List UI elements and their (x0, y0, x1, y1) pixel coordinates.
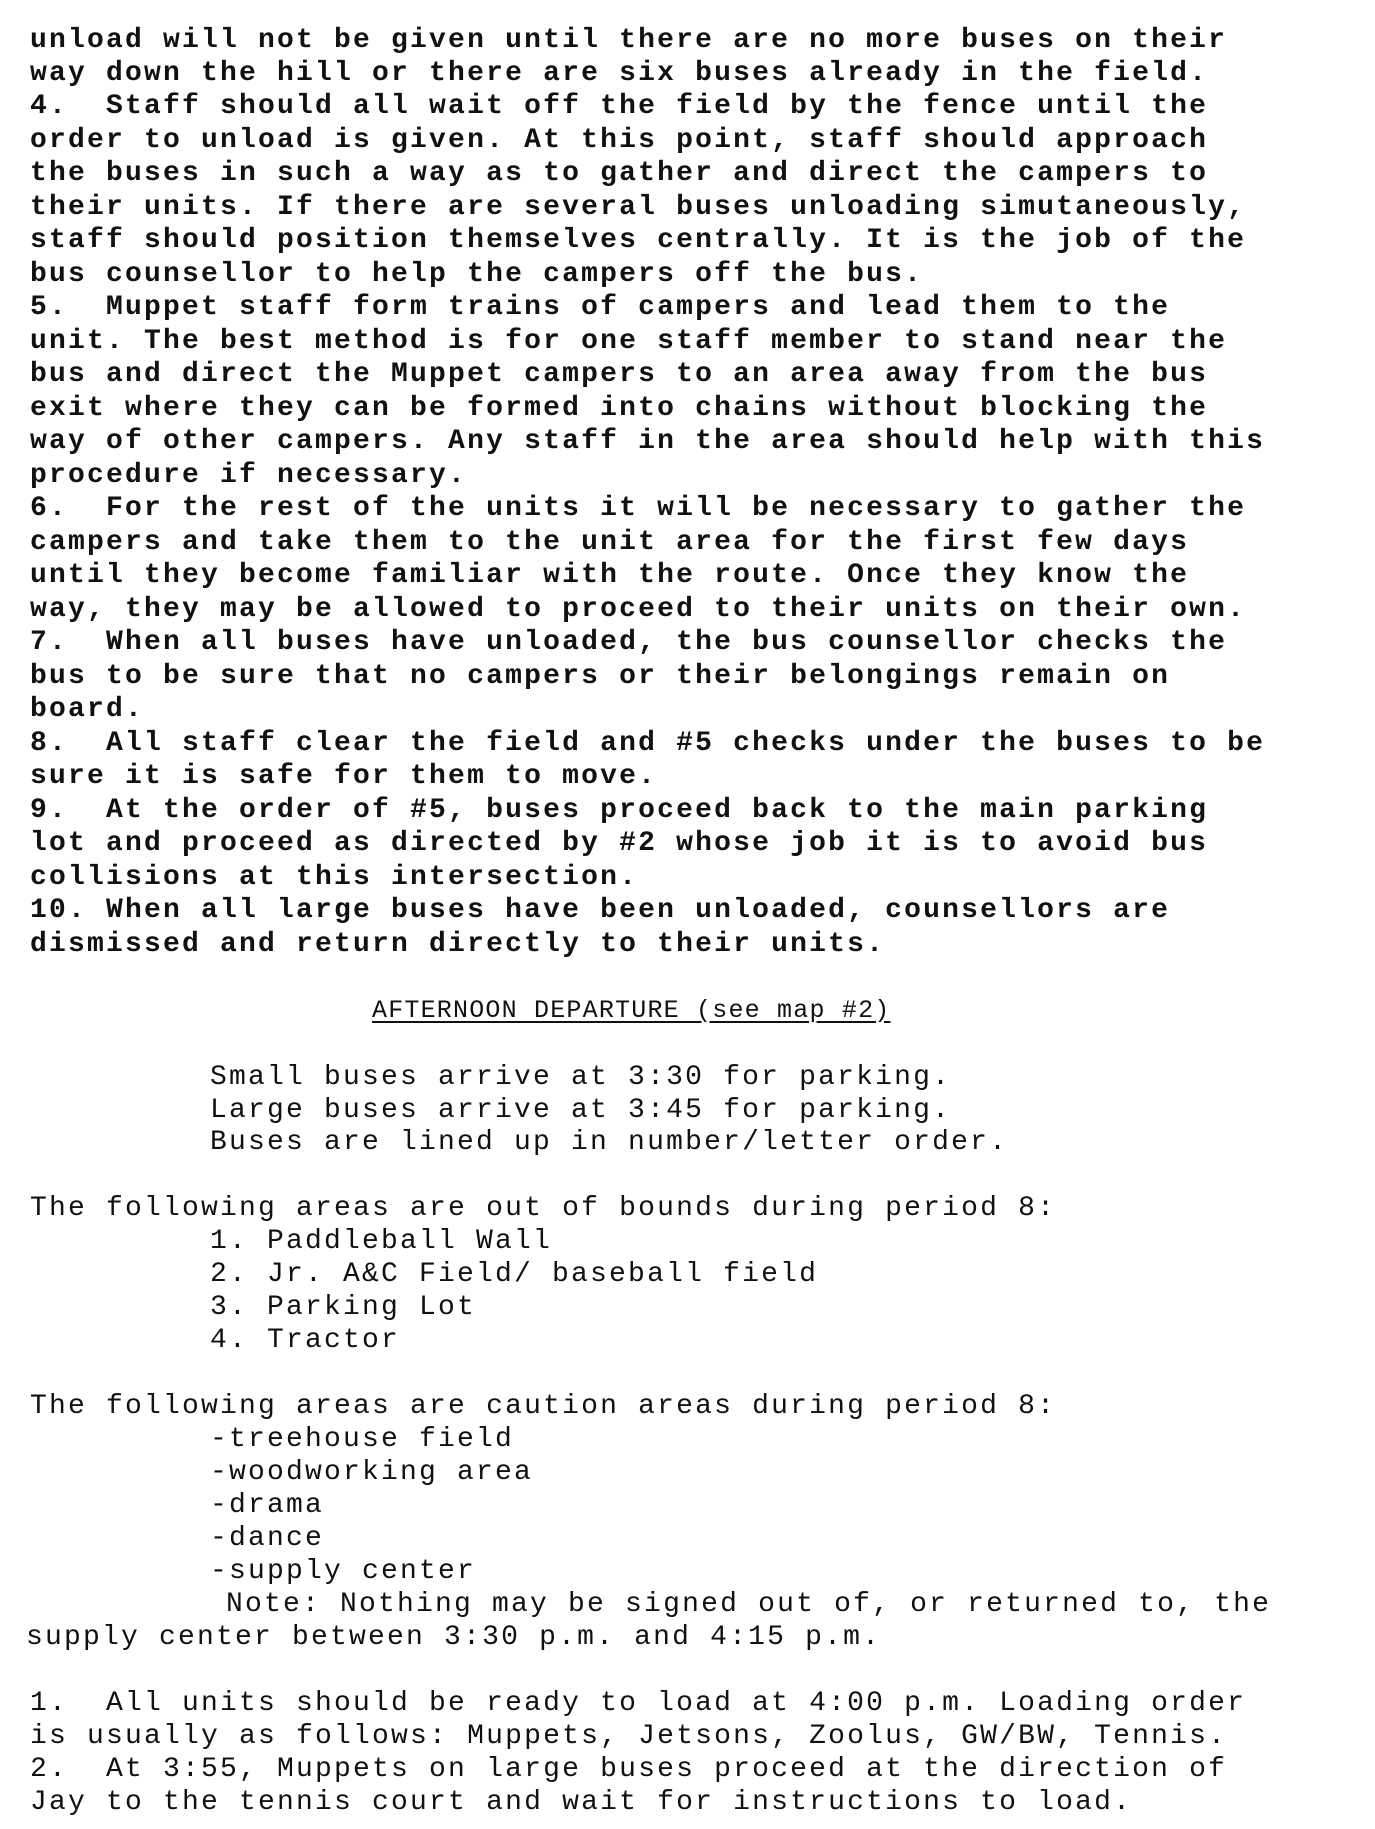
text-line: 7. When all buses have unloaded, the bus counsellor checks the (30, 627, 1228, 658)
supply-center-note: Note: Nothing may be signed out of, or returned to, the (226, 1589, 1272, 1620)
section-heading: AFTERNOON DEPARTURE (see map #2) (372, 996, 891, 1025)
text-line: is usually as follows: Muppets, Jetsons, Zoolus, GW/BW, Tennis. (30, 1721, 1228, 1752)
text-line: dismissed and return directly to their units. (30, 929, 886, 960)
text-line: the buses in such a way as to gather and direct the campers to (30, 158, 1209, 189)
supply-center-note-continued: supply center between 3:30 p.m. and 4:15 p.m. (26, 1622, 882, 1653)
text-line: unit. The best method is for one staff member to stand near the (30, 326, 1228, 357)
text-line: staff should position themselves centrally. It is the job of the (30, 225, 1247, 256)
arrival-line: Buses are lined up in number/letter order. (210, 1127, 1009, 1158)
arrival-line: Small buses arrive at 3:30 for parking. (210, 1062, 952, 1093)
text-line: 2. At 3:55, Muppets on large buses proceed at the direction of (30, 1754, 1228, 1785)
text-line: way, they may be allowed to proceed to their units on their own. (30, 594, 1247, 625)
list-item: -drama (210, 1490, 325, 1521)
list-item: -supply center (210, 1556, 477, 1587)
text-line: until they become familiar with the route. Once they know the (30, 560, 1190, 591)
text-line: 6. For the rest of the units it will be necessary to gather the (30, 493, 1247, 524)
list-item: 3. Parking Lot (210, 1292, 477, 1323)
list-item: -woodworking area (210, 1457, 534, 1488)
out-of-bounds-intro: The following areas are out of bounds during period 8: (30, 1193, 1057, 1224)
text-line: procedure if necessary. (30, 460, 468, 491)
text-line: 10. When all large buses have been unloaded, counsellors are (30, 895, 1171, 926)
text-line: 5. Muppet staff form trains of campers and lead them to the (30, 292, 1171, 323)
text-line: 4. Staff should all wait off the field by the fence until the (30, 91, 1209, 122)
list-item: 1. Paddleball Wall (210, 1226, 553, 1257)
text-line: bus to be sure that no campers or their belongings remain on (30, 661, 1171, 692)
text-line: exit where they can be formed into chains without blocking the (30, 393, 1209, 424)
list-item: -dance (210, 1523, 325, 1554)
arrival-line: Large buses arrive at 3:45 for parking. (210, 1095, 952, 1126)
list-item: -treehouse field (210, 1424, 515, 1455)
text-line: sure it is safe for them to move. (30, 761, 658, 792)
text-line: 8. All staff clear the field and #5 checks under the buses to be (30, 728, 1266, 759)
caution-intro: The following areas are caution areas during period 8: (30, 1391, 1057, 1422)
text-line: bus and direct the Muppet campers to an area away from the bus (30, 359, 1209, 390)
text-line: 1. All units should be ready to load at 4:00 p.m. Loading order (30, 1688, 1247, 1719)
text-line: board. (30, 694, 145, 725)
list-item: 2. Jr. A&C Field/ baseball field (210, 1259, 819, 1290)
text-line: order to unload is given. At this point, staff should approach (30, 125, 1209, 156)
list-item: 4. Tractor (210, 1325, 401, 1356)
text-line: Jay to the tennis court and wait for instructions to load. (30, 1787, 1133, 1818)
text-line: their units. If there are several buses unloading simutaneously, (30, 192, 1247, 223)
text-line: bus counsellor to help the campers off the bus. (30, 259, 924, 290)
text-line: 9. At the order of #5, buses proceed back to the main parking (30, 795, 1209, 826)
text-line: collisions at this intersection. (30, 862, 639, 893)
text-line: lot and proceed as directed by #2 whose job it is to avoid bus (30, 828, 1209, 859)
text-line: unload will not be given until there are no more buses on their (30, 25, 1228, 56)
text-line: way of other campers. Any staff in the area should help with this (30, 426, 1266, 457)
text-line: way down the hill or there are six buses already in the field. (30, 58, 1209, 89)
text-line: campers and take them to the unit area for the first few days (30, 527, 1190, 558)
